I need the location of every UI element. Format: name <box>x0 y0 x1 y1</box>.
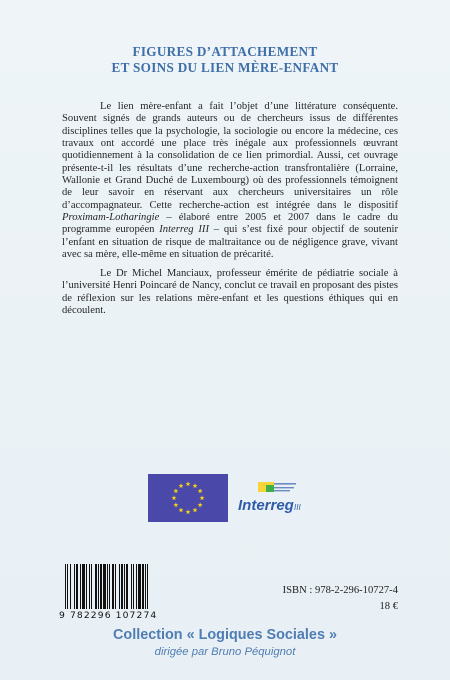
interreg-logo-roman: III <box>294 503 301 512</box>
eu-star-icon <box>173 502 178 507</box>
summary-italic-interreg: Interreg III <box>159 224 209 236</box>
summary-paragraph-2 <box>62 268 398 317</box>
eu-star-icon <box>172 495 177 500</box>
summary-text-3: – qui s’est fixé pour objectif de soutenir l’enfant en situation de risque de maltraitance ou de négligence grave, vivant avec sa mère, elle-même en situation de précarité. <box>62 224 399 261</box>
summary-text-1: Le lien mère-enfant a fait l’objet d’une littérature conséquente. Souvent signés de grands auteurs ou de chercheurs issus de différentes disciplines telles que la psychologie, la sociologie ou encore la médecine, ces travaux ont accordé une place très inégale aux professionnels œuvrant quotidiennement à la consolidation de ce lien primordial. Aussi, cet ouvrage présente-t-il les résultats d’une recherche-action transfrontalière (Lorraine, Wallonie et Grand Duché de Luxembourg) où des professionnels témoignent de leur savoir en réservant aux chercheurs universitaires un rôle d’accompagnateur. Cette recherche-action est intégrée dans le dispositif <box>62 101 398 211</box>
barcode-number: 9 782296 107274 <box>59 610 158 621</box>
eu-star-icon <box>179 483 184 488</box>
barcode <box>59 563 177 625</box>
collection-name: Collection « Logiques Sociales » <box>113 627 337 643</box>
summary-italic-proximam: Proximam-Lotharingie <box>62 212 160 224</box>
collection-director: dirigée par Bruno Péquignot <box>154 646 296 658</box>
summary-text-2: – élaboré entre 2005 et 2007 dans le cadre du programme européen <box>62 212 398 236</box>
book-title-line-1: FIGURES D’ATTACHEMENT <box>132 44 318 59</box>
author-note: Le Dr Michel Manciaux, professeur émérite de pédiatrie sociale à l’université Henri Poincaré de Nancy, conclut ce travail en proposant des pistes de réflexion sur les relations mère-enfant et les questions éthiques qui en découlent. <box>62 268 398 317</box>
eu-star-icon <box>193 483 198 488</box>
book-title-line-2: ET SOINS DU LIEN MÈRE-ENFANT <box>111 60 339 75</box>
eu-star-icon <box>186 481 191 486</box>
eu-star-icon <box>173 488 178 493</box>
price-label: 18 € <box>379 601 398 612</box>
summary-paragraph-1 <box>62 101 398 261</box>
eu-star-icon <box>198 488 203 493</box>
eu-star-icon <box>200 495 205 500</box>
interreg-logo-text: Interreg <box>238 497 294 514</box>
isbn-label: ISBN : 978-2-296-10727-4 <box>282 585 398 596</box>
eu-star-icon <box>179 508 184 513</box>
interreg-logo <box>236 480 304 520</box>
eu-flag-icon <box>148 474 228 522</box>
eu-star-icon <box>198 502 203 507</box>
eu-star-icon <box>186 509 191 514</box>
eu-star-icon <box>193 508 198 513</box>
